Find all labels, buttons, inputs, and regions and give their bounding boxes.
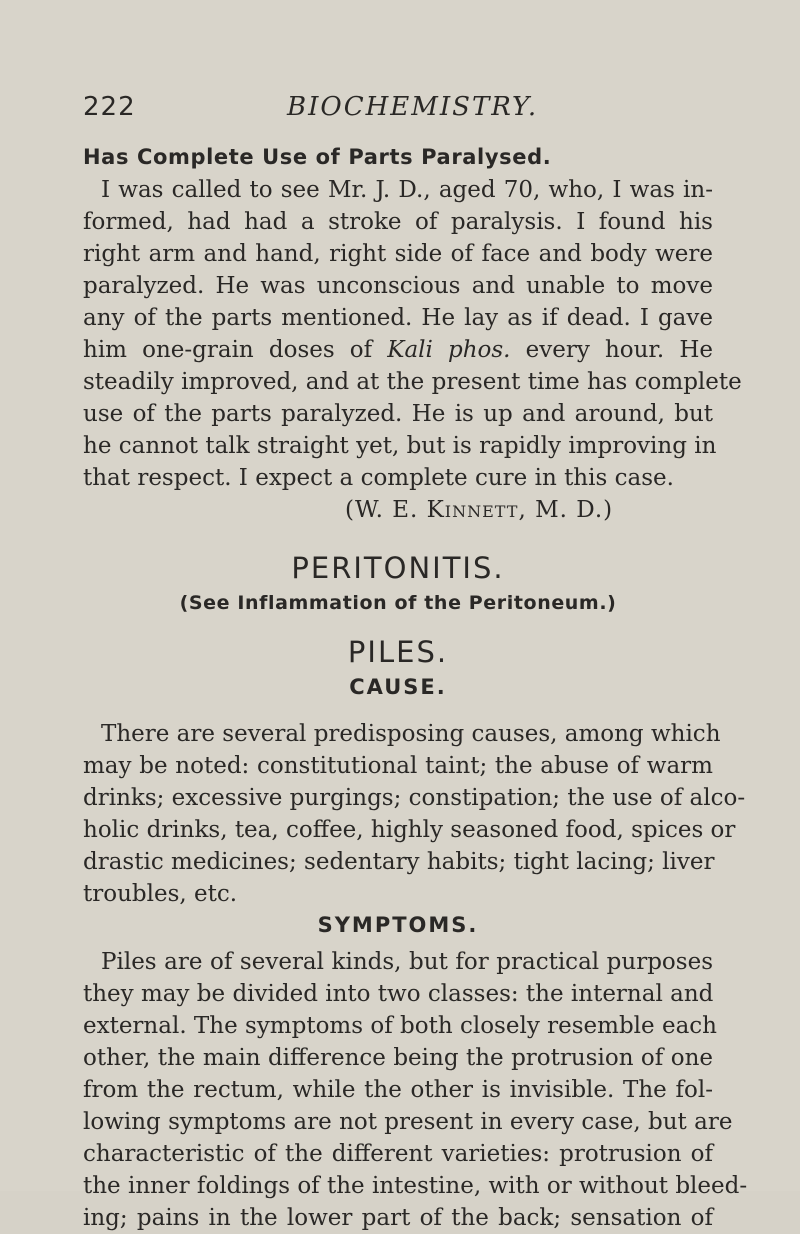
- section-title-peritonitis: PERITONITIS.: [291, 551, 505, 585]
- text-line: other, the main difference being the protrusion of one: [83, 1045, 713, 1071]
- text-line: the inner foldings of the intestine, with or without bleed-: [83, 1173, 748, 1199]
- case-heading: Has Complete Use of Parts Paralysed.: [83, 145, 552, 169]
- text-line: formed, had had a stroke of paralysis. I found his: [83, 209, 713, 235]
- text-segment: him one-grain doses of: [83, 337, 388, 363]
- text-line: holic drinks, tea, coffee, highly seasoned food, spices or: [83, 817, 736, 843]
- text-line: drinks; excessive purgings; constipation; the use of alco-: [83, 785, 746, 811]
- text-line: they may be divided into two classes: the internal and: [83, 981, 714, 1007]
- text-line: he cannot talk straight yet, but is rapidly improving in: [83, 433, 717, 459]
- text-line: any of the parts mentioned. He lay as if dead. I gave: [83, 305, 713, 331]
- text-line: I was called to see Mr. J. D., aged 70, who, I was in-: [101, 177, 713, 203]
- text-line: [83, 334, 713, 366]
- text-line: may be noted: constitutional taint; the abuse of warm: [83, 753, 713, 779]
- cross-reference: (See Inflammation of the Peritoneum.): [179, 592, 617, 614]
- symptoms-heading: SYMPTOMS.: [317, 913, 479, 937]
- text-line: steadily improved, and at the present time has complete: [83, 369, 742, 395]
- text-line: characteristic of the different varieties: protrusion of: [83, 1141, 713, 1167]
- text-segment: every hour. He: [510, 337, 713, 363]
- case-author: (W. E. Kinnett, M. D.): [345, 497, 614, 523]
- text-line: lowing symptoms are not present in every case, but are: [83, 1109, 733, 1135]
- page-header: [83, 92, 740, 132]
- section-title-piles: PILES.: [347, 635, 449, 669]
- text-line: right arm and hand, right side of face and body were: [83, 241, 713, 267]
- cause-paragraph: [83, 718, 746, 910]
- cause-heading: CAUSE.: [349, 675, 447, 699]
- text-line: Piles are of several kinds, but for practical purposes: [101, 949, 713, 975]
- page-body: [83, 140, 748, 1234]
- remedy-name: Kali phos.: [387, 337, 511, 363]
- text-line: paralyzed. He was unconscious and unable to move: [83, 273, 713, 299]
- page-number: 222: [83, 92, 136, 122]
- case-paragraph: [83, 174, 742, 526]
- text-line: troubles, etc.: [83, 881, 238, 907]
- text-line: from the rectum, while the other is invisible. The fol-: [83, 1077, 713, 1103]
- running-title: BIOCHEMISTRY.: [287, 92, 539, 122]
- text-line: external. The symptoms of both closely resemble each: [83, 1013, 717, 1039]
- text-line: use of the parts paralyzed. He is up and around, but: [83, 401, 713, 427]
- text-line: that respect. I expect a complete cure in this case.: [83, 465, 674, 491]
- text-line: drastic medicines; sedentary habits; tight lacing; liver: [83, 849, 715, 875]
- text-line: There are several predisposing causes, among which: [101, 721, 721, 747]
- text-line: ing; pains in the lower part of the back; sensation of: [83, 1205, 713, 1231]
